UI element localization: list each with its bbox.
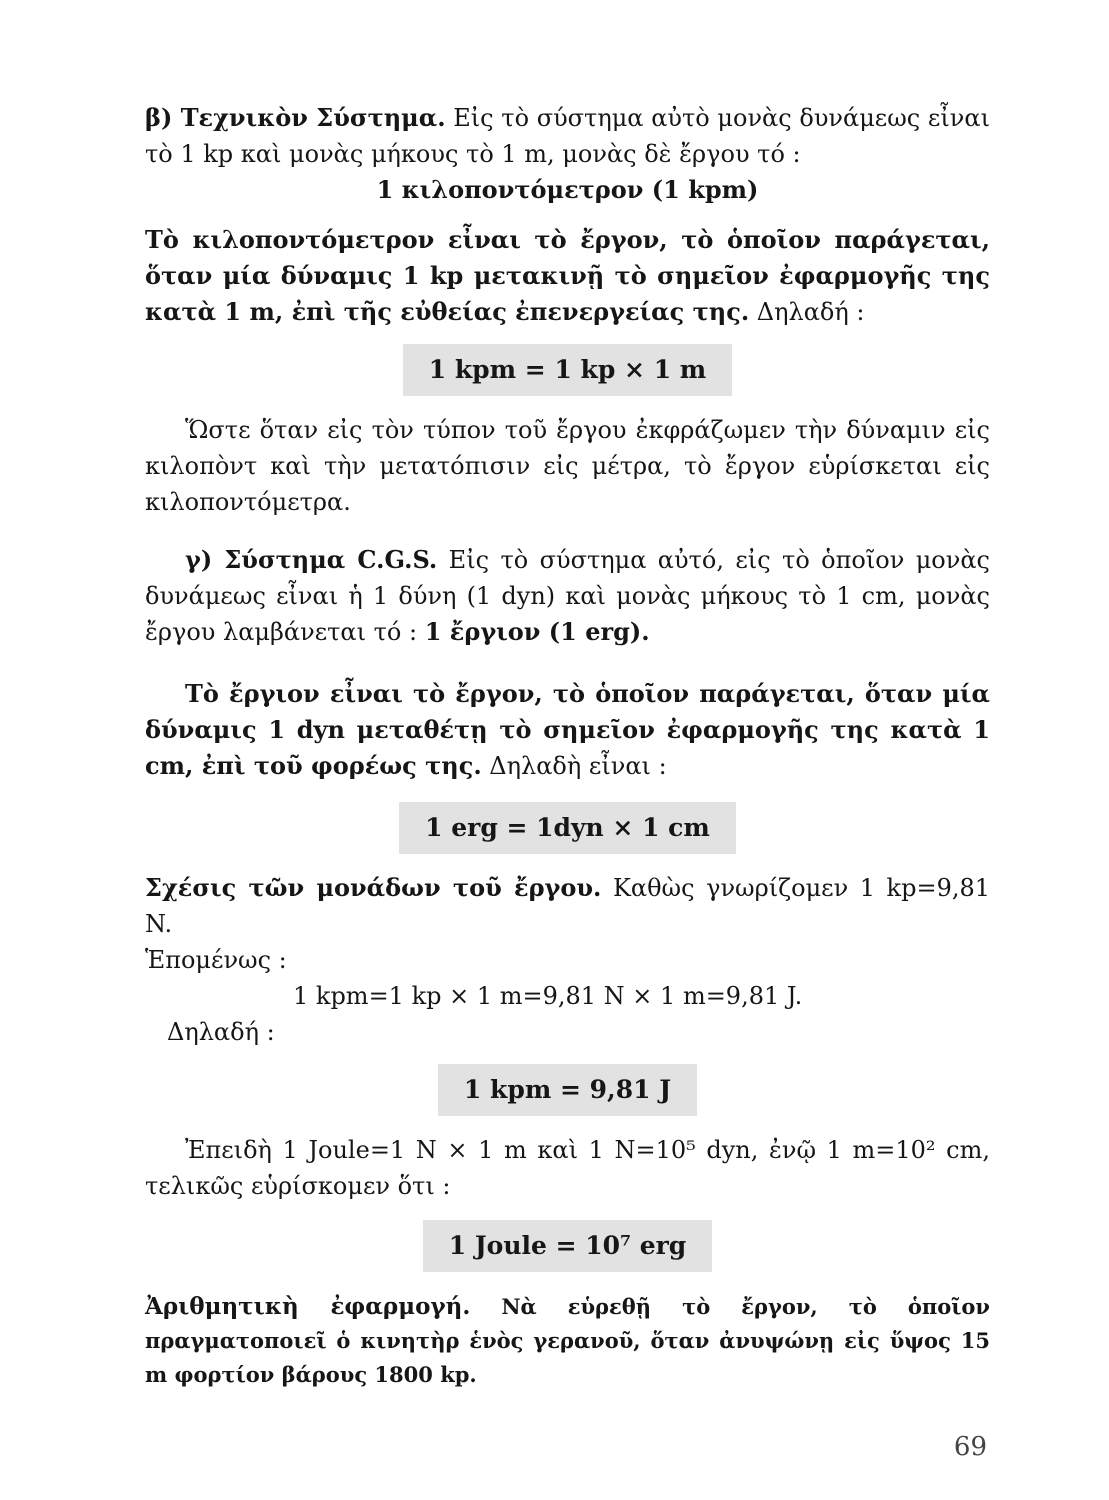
section-c-intro xyxy=(145,542,990,650)
application-text: Νὰ εὑρεθῇ τὸ ἔργον, τὸ ὁποῖον πραγματοποιεῖ ὁ κινητὴρ ἑνὸς γερανοῦ, ὅταν ἀνυψώνῃ εἰς ὕψος 15 m φορτίον βάρους 1800 kp. xyxy=(145,1294,990,1387)
section-b-intro xyxy=(145,100,990,172)
application-heading: Ἀριθμητικὴ ἐφαρμογή. xyxy=(145,1293,471,1320)
formula-kpm: 1 kpm = 1 kp × 1 m xyxy=(403,344,733,396)
relations-intro-text: Καθὼς γνωρίζομεν 1 kp=9,81 N. xyxy=(145,874,991,938)
erg-definition-bold: Τὸ ἔργιον εἶναι τὸ ἔργον, τὸ ὁποῖον παράγεται, ὅταν μία δύναμις 1 dyn μεταθέτῃ τὸ σημεῖον ἐφαρμογῆς της κατὰ 1 cm, ἐπὶ τοῦ φορέως της. xyxy=(145,679,990,780)
unit-line-kpm: 1 κιλοποντόμετρον (1 kpm) xyxy=(376,175,759,204)
kpm-definition-tail: Δηλαδή : xyxy=(749,298,865,326)
kpm-conclusion: Ὥστε ὅταν εἰς τὸν τύπον τοῦ ἔργου ἐκφράζωμεν τὴν δύναμιν εἰς κιλοπὸντ καὶ τὴν μετατόπισιν εἰς μέτρα, τὸ ἔργον εὑρίσκεται εἰς κιλοποντόμετρα. xyxy=(145,416,990,516)
that-is-label: Δηλαδή : xyxy=(167,1018,275,1046)
erg-definition-tail: Δηλαδὴ εἶναι : xyxy=(481,752,667,780)
section-b-heading: β) Τεχνικὸν Σύστημα. xyxy=(145,103,446,132)
page-content xyxy=(145,100,990,1392)
formula-joule-erg: 1 Joule = 10⁷ erg xyxy=(423,1220,713,1272)
relations-heading: Σχέσις τῶν μονάδων τοῦ ἔργου. xyxy=(145,873,602,902)
relations-equation: 1 kpm=1 kp × 1 m=9,81 N × 1 m=9,81 J. xyxy=(293,982,803,1010)
therefore-label: Ἑπομένως : xyxy=(145,946,287,974)
formula-erg: 1 erg = 1dyn × 1 cm xyxy=(399,802,736,854)
page-number: 69 xyxy=(953,1432,987,1462)
formula-kpm-joule: 1 kpm = 9,81 J xyxy=(438,1064,697,1116)
formula-erg-wrap xyxy=(145,802,990,854)
formula-kpm-wrap xyxy=(145,344,990,396)
kpm-definition-bold: Τὸ κιλοποντόμετρον εἶναι τὸ ἔργον, τὸ ὁποῖον παράγεται, ὅταν μία δύναμις 1 kp μετακινῇ τὸ σημεῖον ἐφαρμογῆς της κατὰ 1 m, ἐπὶ τῆς εὐθείας ἐπενεργείας της. xyxy=(145,225,990,326)
application-problem xyxy=(145,1290,990,1392)
relations-intro xyxy=(145,870,990,942)
erg-unit: 1 ἔργιον (1 erg). xyxy=(424,617,650,646)
section-c-heading: γ) Σύστημα C.G.S. xyxy=(185,545,438,574)
section-b-intro-text: Εἰς τὸ σύστημα αὐτὸ μονὰς δυνάμεως εἶναι τὸ 1 kp καὶ μονὰς μήκους τὸ 1 m, μονὰς δὲ ἔργου τό : xyxy=(145,104,990,168)
section-c-intro-text: Εἰς τὸ σύστημα αὐτό, εἰς τὸ ὁποῖον μονὰς δυνάμεως εἶναι ἡ 1 δύνη (1 dyn) καὶ μονὰς μήκους τὸ 1 cm, μονὰς ἔργου λαμβάνεται τό : xyxy=(145,546,990,646)
since-text: Ἐπειδὴ 1 Joule=1 N × 1 m καὶ 1 N=10⁵ dyn, ἐνῷ 1 m=10² cm, τελικῶς εὑρίσκομεν ὅτι : xyxy=(145,1136,990,1200)
formula-kpm-joule-wrap xyxy=(145,1064,990,1116)
erg-definition xyxy=(145,676,990,784)
kpm-definition xyxy=(145,222,990,330)
formula-joule-erg-wrap xyxy=(145,1220,990,1272)
